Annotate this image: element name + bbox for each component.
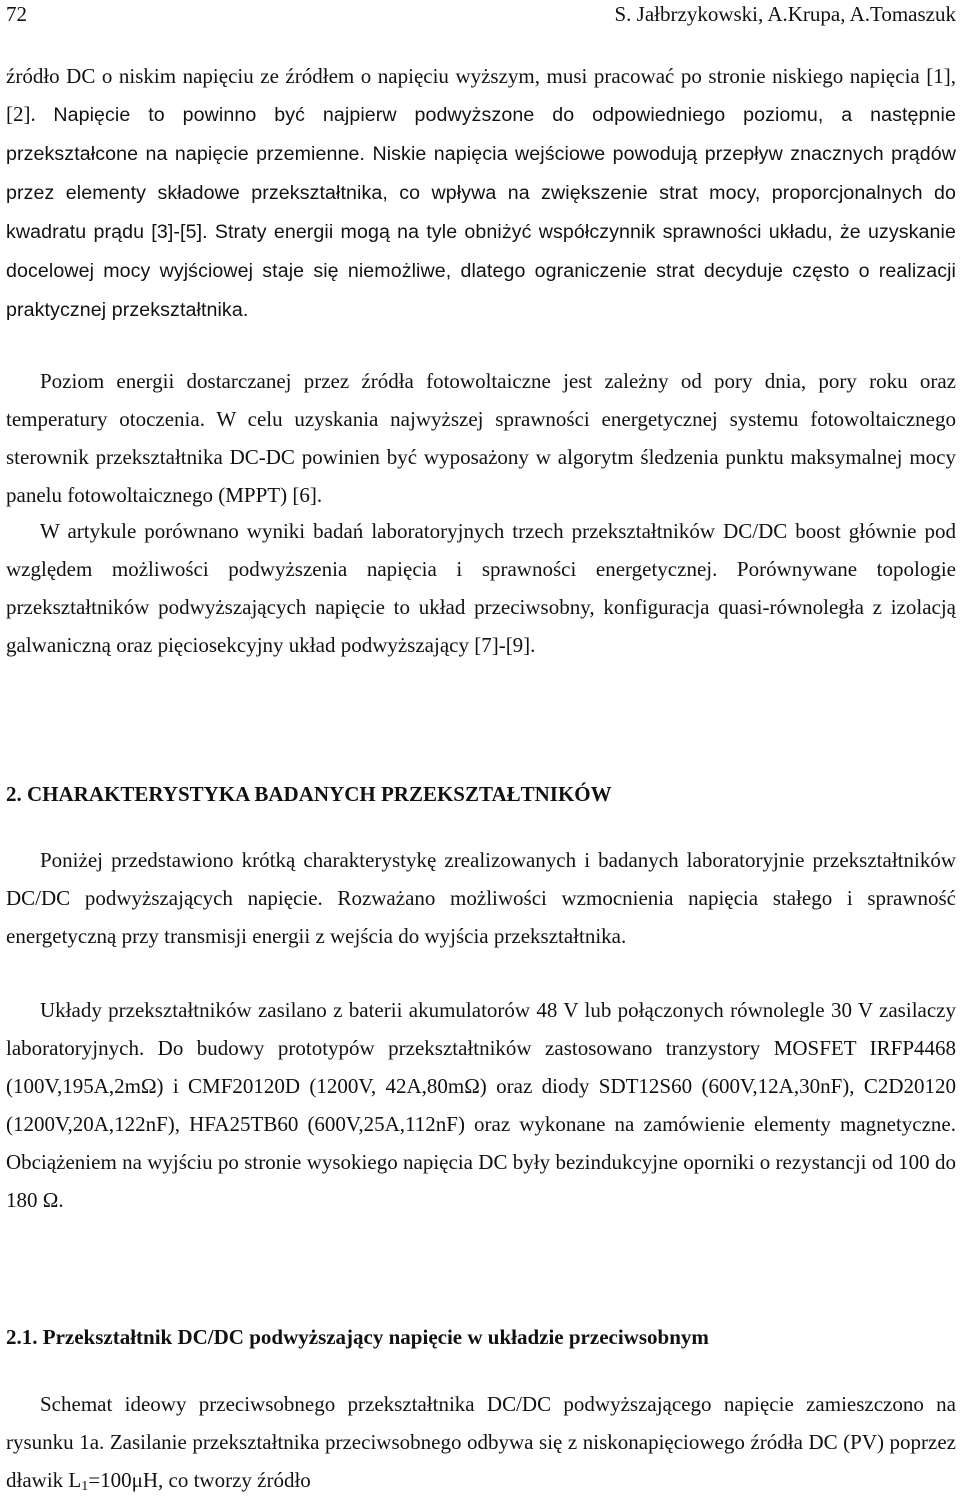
page-header [6,2,956,32]
running-head-authors: S. Jałbrzykowski, A.Krupa, A.Tomaszuk [614,2,956,26]
paragraph-intro-serif-part: źródło DC o niskim napięciu ze źródłem o napięciu wyższym, musi pracować po stronie niskiego napięcia [1], [2]. [6,64,956,126]
subsection-heading-2-1: 2.1. Przekształtnik DC/DC podwyższający napięcie w układzie przeciwsobnym [6,1325,709,1349]
paragraph-components: Układy przekształtników zasilano z baterii akumulatorów 48 V lub połączonych równolegle 30 V zasilaczy laboratoryjnych. Do budowy prototypów przekształtników zastosowano tranzystory MOSFET IRFP4468 (100V,195A,2mΩ) i CMF20120D (1200V, 42A,80mΩ) oraz diody SDT12S60 (600V,12A,30nF), C2D20120 (1200V,20A,122nF), HFA25TB60 (600V,25A,112nF) oraz wykonane na zamówienie elementy magnetyczne. Obciążeniem na wyjściu po stronie wysokiego napięcia DC były bezindukcyjne oporniki o rezystancji od 100 do 180 Ω. [6,998,956,1212]
paragraph-intro-continued [6,57,956,329]
section-heading-2: 2. CHARAKTERYSTYKA BADANYCH PRZEKSZTAŁTNIKÓW [6,782,612,806]
paragraph-push-pull-converter [6,1385,956,1499]
page-number: 72 [6,2,27,26]
paragraph-push-pull-text: Schemat ideowy przeciwsobnego przekształtnika DC/DC podwyższającego napięcie zamieszczono na rysunku 1a. Zasilanie przekształtnika przeciwsobnego odbywa się z niskonapięciowego źródła DC (PV) poprzez dławik L [6,1392,956,1492]
paragraph-pv-energy: Poziom energii dostarczanej przez źródła fotowoltaiczne jest zależny od pory dnia, pory roku oraz temperatury otoczenia. W celu uzyskania najwyższej sprawności energetycznej systemu fotowoltaicznego sterownik przekształtnika DC-DC powinien być wyposażony w algorytm śledzenia punktu maksymalnej mocy panelu fotowoltaicznego (MPPT) [6]. [6,369,956,507]
paragraph-article-scope: W artykule porównano wyniki badań laboratoryjnych trzech przekształtników DC/DC boost głównie pod względem możliwości podwyższenia napięcia i sprawności energetycznej. Porównywane topologie przekształtników podwyższających napięcie to układ przeciwsobny, konfiguracja quasi-równoległa z izolacją galwaniczną oraz pięciosekcyjny układ podwyższający [7]-[9]. [6,519,956,657]
paragraph-push-pull-text-end: =100μH, co tworzy źródło [88,1468,311,1492]
inductor-subscript: 1 [81,1479,89,1494]
paragraph-intro-sans-part: Napięcie to powinno być najpierw podwyższone do odpowiedniego poziomu, a następnie przekształcone na napięcie przemienne. Niskie napięcia wejściowe powodują przepływ znacznych prądów przez elementy składowe przekształtnika, co wpływa na zwiększenie strat mocy, proporcjonalnych do kwadratu prądu [3]-[5]. Straty energii mogą na tyle obniżyć współczynnik sprawności układu, że uzyskanie docelowej mocy wyjściowej staje się niemożliwe, dlatego ograniczenie strat decyduje często o realizacji praktycznej przekształtnika. [6,104,956,321]
paragraph-characteristics-intro: Poniżej przedstawiono krótką charakterystykę zrealizowanych i badanych laboratoryjnie przekształtników DC/DC podwyższających napięcie. Rozważano możliwości wzmocnienia napięcia stałego i sprawność energetyczną przy transmisji energii z wejścia do wyjścia przekształtnika. [6,848,956,948]
